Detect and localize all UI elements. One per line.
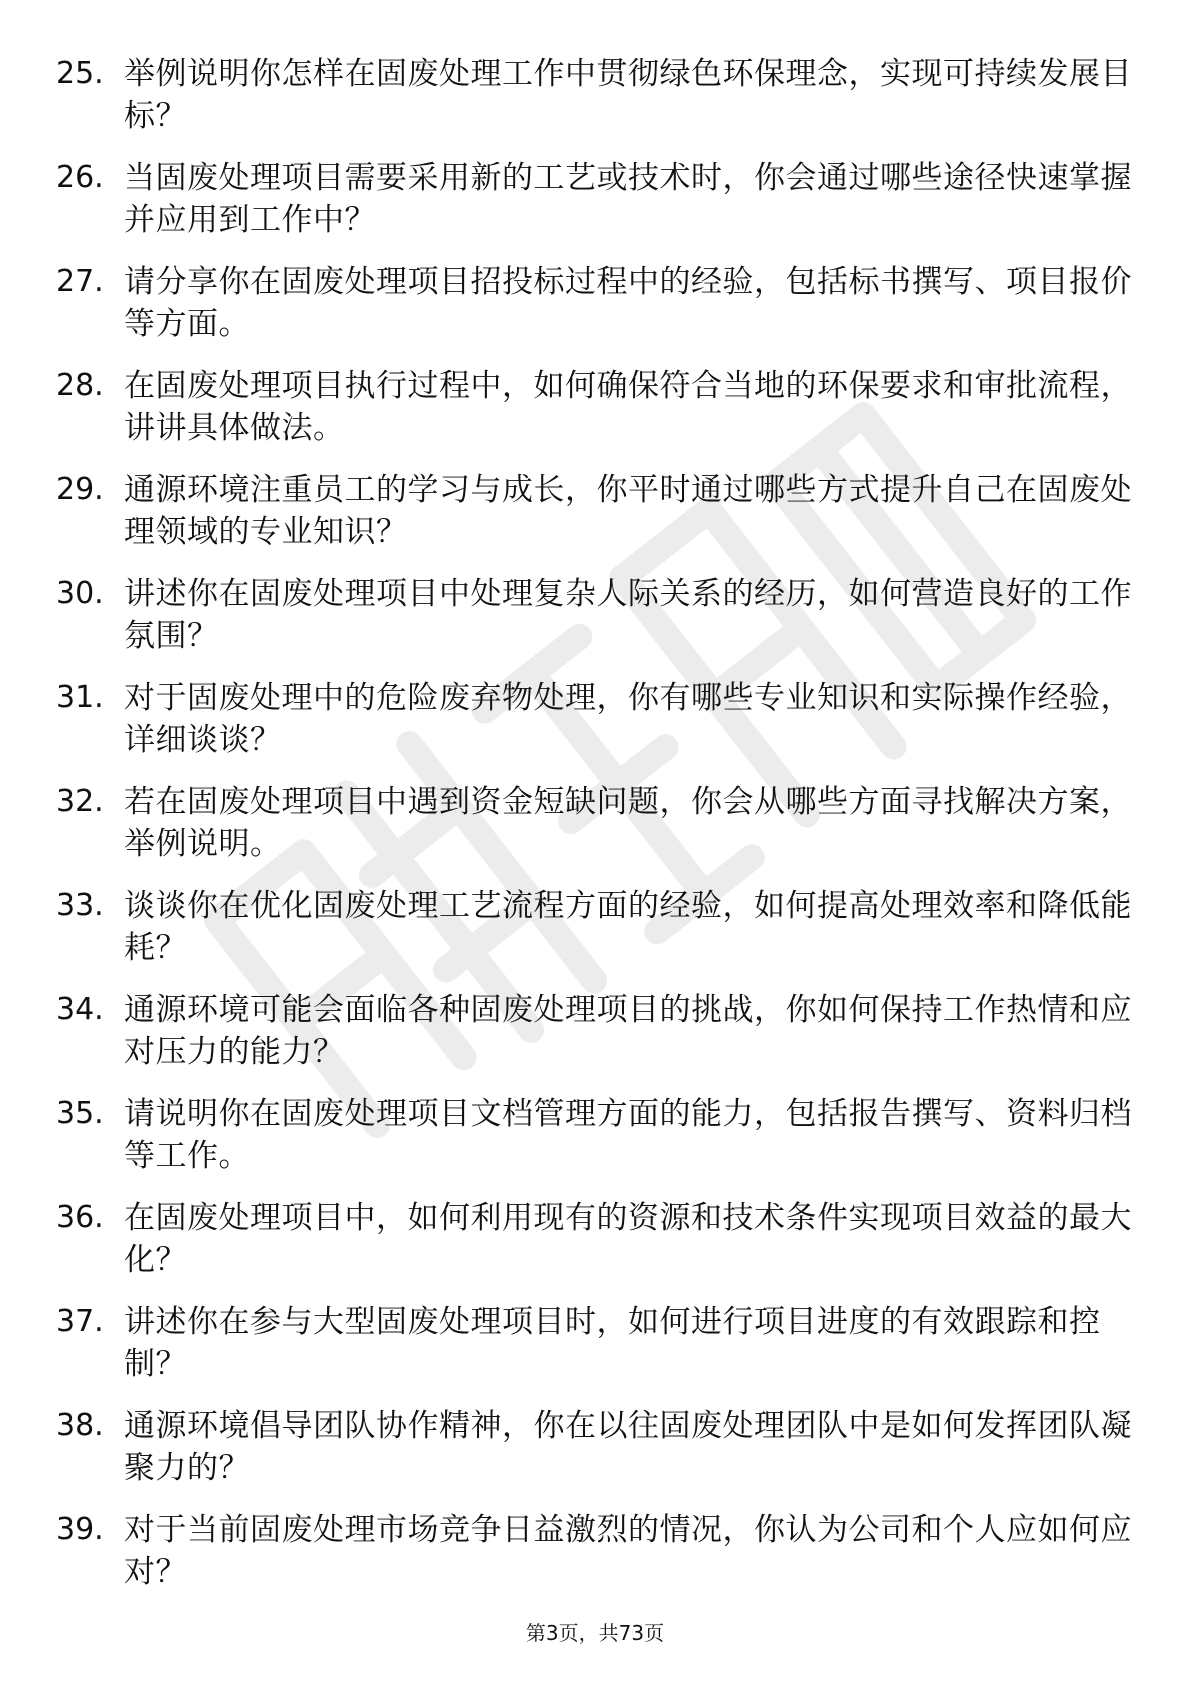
question-text: 在固废处理项目中，如何利用现有的资源和技术条件实现项目效益的最大化？ <box>124 1200 1132 1278</box>
question-item <box>56 52 1136 156</box>
question-number: 31. <box>56 680 104 715</box>
question-text: 通源环境可能会面临各种固废处理项目的挑战，你如何保持工作热情和应对压力的能力？ <box>124 992 1132 1070</box>
question-text: 请说明你在固废处理项目文档管理方面的能力，包括报告撰写、资料归档等工作。 <box>124 1096 1132 1174</box>
question-text: 对于当前固废处理市场竞争日益激烈的情况，你认为公司和个人应如何应对？ <box>124 1512 1132 1590</box>
question-text: 请分享你在固废处理项目招投标过程中的经验，包括标书撰写、项目报价等方面。 <box>124 264 1132 342</box>
question-number: 39. <box>56 1512 104 1547</box>
question-item <box>56 1092 1136 1196</box>
question-item <box>56 468 1136 572</box>
question-number: 35. <box>56 1096 104 1131</box>
question-item <box>56 1300 1136 1404</box>
question-item <box>56 884 1136 988</box>
question-number: 38. <box>56 1408 104 1443</box>
question-text: 谈谈你在优化固废处理工艺流程方面的经验，如何提高处理效率和降低能耗？ <box>124 888 1132 966</box>
question-text: 讲述你在参与大型固废处理项目时，如何进行项目进度的有效跟踪和控制？ <box>124 1304 1101 1382</box>
question-text: 对于固废处理中的危险废弃物处理，你有哪些专业知识和实际操作经验，详细谈谈？ <box>124 680 1132 758</box>
question-text: 通源环境倡导团队协作精神，你在以往固废处理团队中是如何发挥团队凝聚力的？ <box>124 1408 1132 1486</box>
question-number: 32. <box>56 784 104 819</box>
question-number: 30. <box>56 576 104 611</box>
question-item <box>56 572 1136 676</box>
question-item <box>56 1196 1136 1300</box>
question-list <box>56 52 1136 1612</box>
question-text: 通源环境注重员工的学习与成长，你平时通过哪些方式提升自己在固废处理领域的专业知识？ <box>124 472 1132 550</box>
question-number: 27. <box>56 264 104 299</box>
question-item <box>56 1508 1136 1612</box>
question-number: 29. <box>56 472 104 507</box>
question-item <box>56 676 1136 780</box>
question-text: 当固废处理项目需要采用新的工艺或技术时，你会通过哪些途径快速掌握并应用到工作中？ <box>124 160 1132 238</box>
question-item <box>56 364 1136 468</box>
question-text: 举例说明你怎样在固废处理工作中贯彻绿色环保理念，实现可持续发展目标？ <box>124 56 1132 134</box>
question-number: 25. <box>56 56 104 91</box>
question-text: 若在固废处理项目中遇到资金短缺问题，你会从哪些方面寻找解决方案，举例说明。 <box>124 784 1132 862</box>
question-number: 36. <box>56 1200 104 1235</box>
question-number: 33. <box>56 888 104 923</box>
question-item <box>56 156 1136 260</box>
question-number: 34. <box>56 992 104 1027</box>
question-text: 在固废处理项目执行过程中，如何确保符合当地的环保要求和审批流程，讲讲具体做法。 <box>124 368 1132 446</box>
question-item <box>56 260 1136 364</box>
question-number: 28. <box>56 368 104 403</box>
page-number-label: 第3页，共73页 <box>525 1621 665 1645</box>
question-number: 37. <box>56 1304 104 1339</box>
question-number: 26. <box>56 160 104 195</box>
page-footer <box>0 1617 1190 1646</box>
question-text: 讲述你在固废处理项目中处理复杂人际关系的经历，如何营造良好的工作氛围？ <box>124 576 1132 654</box>
question-item <box>56 988 1136 1092</box>
question-item <box>56 1404 1136 1508</box>
question-item <box>56 780 1136 884</box>
